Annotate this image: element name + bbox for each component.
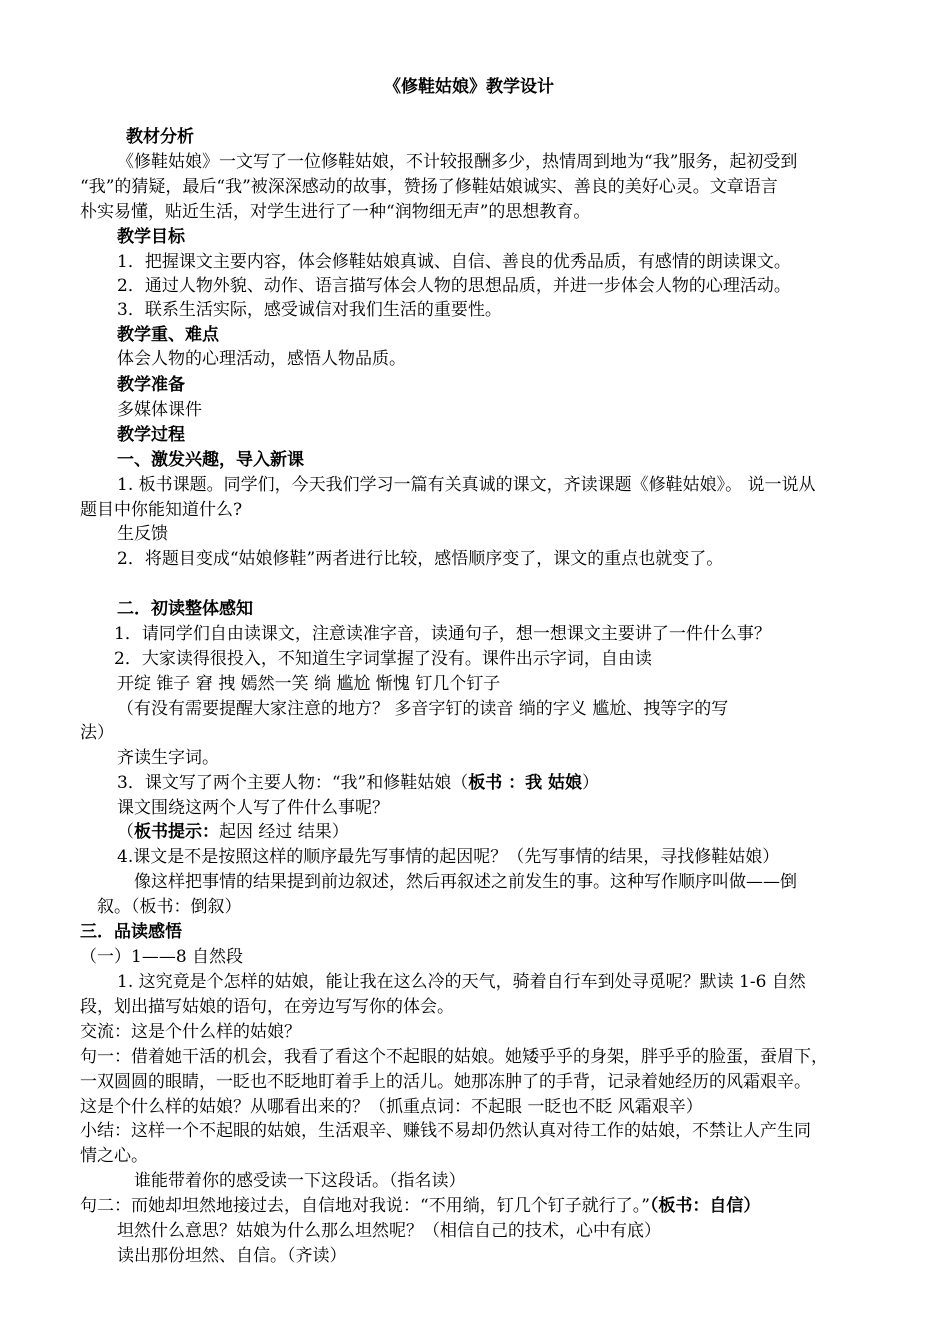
key-points-text: 体会人物的心理活动，感悟人物品质。 bbox=[117, 349, 406, 369]
heading-key-points: 教学重、难点 bbox=[117, 325, 219, 345]
board-hint: 板书提示： bbox=[134, 822, 219, 842]
text-run: 起因 经过 结果） bbox=[219, 822, 349, 842]
heading-material-analysis: 教材分析 bbox=[126, 127, 194, 147]
paragraph-line: 这是个什么样的姑娘？从哪看出来的？（抓重点词：不起眼 一眨也不眨 风霜艰辛） bbox=[80, 1097, 703, 1117]
paragraph-line: 交流：这是个什么样的姑娘？ bbox=[80, 1022, 301, 1042]
paragraph-line bbox=[117, 820, 349, 844]
paragraph-line: 一双圆圆的眼睛，一眨也不眨地盯着手上的活儿。她那冻肿了的手背，记录着她经历的风霜艰辛。 bbox=[80, 1072, 811, 1092]
section-heading-2: 二．初读整体感知 bbox=[117, 599, 253, 619]
paragraph-line: （有没有需要提醒大家注意的地方？ 多音字钉的读音 绱的字义 尴尬、拽等字的写 bbox=[117, 699, 729, 719]
heading-teaching-goals: 教学目标 bbox=[117, 227, 185, 247]
paragraph-line: “我”的猜疑，最后“我”被深深感动的故事，赞扬了修鞋姑娘诚实、善良的美好心灵。文章语言 bbox=[80, 177, 778, 197]
document-title: 《修鞋姑娘》教学设计 bbox=[384, 77, 554, 97]
text-run: ） bbox=[582, 773, 600, 793]
vocabulary-words: 开绽 锥子 窘 拽 嫣然一笑 绱 尴尬 惭愧 钉几个钉子 bbox=[117, 674, 501, 694]
paragraph-line: 1. 板书课题。同学们，今天我们学习一篇有关真诚的课文，齐读课题《修鞋姑娘》。 说一说从 bbox=[117, 475, 816, 495]
section-heading-1: 一、激发兴趣，导入新课 bbox=[117, 450, 304, 470]
preparation-text: 多媒体课件 bbox=[117, 400, 202, 420]
heading-process: 教学过程 bbox=[117, 425, 185, 445]
paragraph-line bbox=[117, 771, 599, 795]
paragraph-line: 1．请同学们自由读课文，注意读准字音，读通句子，想一想课文主要讲了一件什么事？ bbox=[114, 624, 771, 644]
heading-preparation: 教学准备 bbox=[117, 375, 185, 395]
board-note: 板书 ：我 姑娘 bbox=[468, 773, 583, 793]
paragraph-line: 情之心。 bbox=[80, 1146, 148, 1166]
goal-item: 1．把握课文主要内容，体会修鞋姑娘真诚、自信、善良的优秀品质，有感情的朗读课文。 bbox=[117, 252, 791, 272]
paragraph-line: 课文围绕这两个人写了件什么事呢？ bbox=[117, 798, 389, 818]
paragraph-line: 叙。（板书：倒叙） bbox=[97, 897, 242, 917]
text-run: （ bbox=[117, 822, 134, 842]
paragraph-line: 2．大家读得很投入，不知道生字词掌握了没有。课件出示字词，自由读 bbox=[114, 649, 652, 669]
section-heading-3: 三．品读感悟 bbox=[80, 922, 182, 942]
paragraph-line: 齐读生字词。 bbox=[117, 748, 219, 768]
paragraph-line: 法） bbox=[80, 723, 114, 743]
paragraph-line: 朴实易懂，贴近生活，对学生进行了一种“润物细无声”的思想教育。 bbox=[80, 202, 591, 222]
board-note: （板书：自信） bbox=[649, 1196, 761, 1216]
subsection-heading: （一）1——8 自然段 bbox=[80, 947, 244, 967]
paragraph-line: 句一：借着她干活的机会，我看了看这个不起眼的姑娘。她矮乎乎的身架，胖乎乎的脸蛋，蚕眉下， bbox=[80, 1047, 828, 1067]
paragraph-line: 题目中你能知道什么? bbox=[80, 500, 243, 520]
paragraph-line: 4.课文是不是按照这样的顺序最先写事情的起因呢？（先写事情的结果，寻找修鞋姑娘） bbox=[117, 847, 780, 867]
paragraph-line: 坦然什么意思？姑娘为什么那么坦然呢？（相信自己的技术，心中有底） bbox=[117, 1221, 661, 1241]
text-run: 句二：而她却坦然地接过去，自信地对我说：“不用绱，钉几个钉子就行了。” bbox=[80, 1196, 650, 1216]
goal-item: 2．通过人物外貌、动作、语言描写体会人物的思想品质，并进一步体会人物的心理活动。 bbox=[117, 276, 791, 296]
paragraph-line: 生反馈 bbox=[117, 524, 168, 544]
text-run: 3．课文写了两个主要人物：“我”和修鞋姑娘（ bbox=[117, 773, 469, 793]
paragraph-line: 《修鞋姑娘》一文写了一位修鞋姑娘，不计较报酬多少，热情周到地为“我”服务，起初受到 bbox=[117, 152, 798, 172]
paragraph-line: 段，划出描写姑娘的语句，在旁边写写你的体会。 bbox=[80, 997, 454, 1017]
paragraph-line: 谁能带着你的感受读一下这段话。（指名读） bbox=[134, 1171, 466, 1191]
paragraph-line: 小结：这样一个不起眼的姑娘，生活艰辛、赚钱不易却仍然认真对待工作的姑娘，不禁让人产生同 bbox=[80, 1121, 811, 1141]
goal-item: 3．联系生活实际，感受诚信对我们生活的重要性。 bbox=[117, 300, 502, 320]
paragraph-line: 2．将题目变成“姑娘修鞋”两者进行比较，感悟顺序变了，课文的重点也就变了。 bbox=[117, 549, 724, 569]
paragraph-line: 读出那份坦然、自信。（齐读） bbox=[117, 1246, 347, 1266]
paragraph-line bbox=[80, 1194, 760, 1218]
paragraph-line: 像这样把事情的结果提到前边叙述，然后再叙述之前发生的事。这种写作顺序叫做——倒 bbox=[134, 872, 797, 892]
paragraph-line: 1. 这究竟是个怎样的姑娘，能让我在这么冷的天气，骑着自行车到处寻觅呢？默读 1-6 自然 bbox=[117, 972, 806, 992]
